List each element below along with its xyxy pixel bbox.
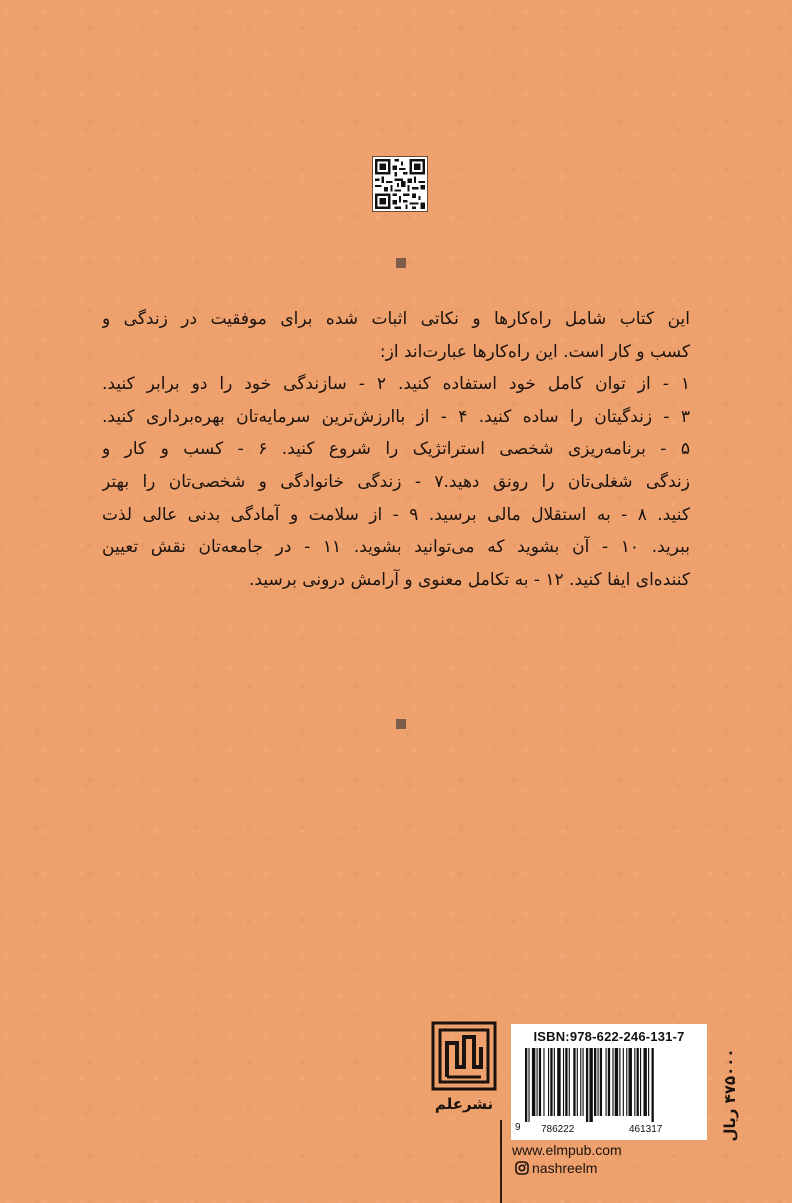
description-line: کننده‌ای ایفا کنید. ۱۲ - به تکامل معنوی و آرامش درونی برسید.	[249, 569, 690, 590]
social-handle-text: nashreelm	[532, 1160, 598, 1176]
barcode-left-digits: 786222	[541, 1124, 575, 1135]
qr-code-icon	[373, 157, 427, 211]
description-line: کسب و کار است. این راه‌کارها عبارت‌اند از:	[379, 341, 690, 362]
description-line: این کتاب شامل راه‌کارها و نکاتی اثبات شده برای موفقیت در زندگی و	[102, 309, 690, 329]
description-line: زندگی شغلی‌تان را رونق دهید.۷ - زندگی خانوادگی و شخصی‌تان را بهتر	[102, 471, 690, 492]
description-line: کنید. ۸ - به استقلال مالی برسید. ۹ - از سلامت و آمادگی بدنی عالی لذت	[102, 504, 690, 525]
barcode-icon	[525, 1048, 695, 1122]
instagram-icon	[515, 1161, 529, 1175]
nashr-elm-logo-icon	[431, 1021, 497, 1091]
section-divider-square	[396, 719, 406, 729]
description-line: ۳ - زندگیتان را ساده کنید. ۴ - از باارزش‌ترین سرمایه‌تان بهره‌برداری کنید.	[102, 406, 690, 427]
description-line: ۵ - برنامه‌ریزی شخصی استراتژیک را شروع کنید. ۶ - کسب و کار و	[102, 439, 690, 460]
publisher-name: نشرعلم	[434, 1095, 494, 1113]
barcode-bars	[525, 1048, 695, 1122]
description-line: ببرید. ۱۰ - آن بشوید که می‌توانید بشوید. ۱۱ - در جامعه‌تان نقش تعیین	[102, 537, 690, 558]
barcode-right-digits: 461317	[629, 1124, 663, 1135]
publisher-logo	[431, 1021, 497, 1091]
isbn-text: ISBN:978-622-246-131-7	[533, 1029, 685, 1044]
section-divider-square	[396, 258, 406, 268]
price-text: ۴۷۵۰۰۰ ریال	[721, 1048, 739, 1142]
barcode-label	[511, 1024, 707, 1140]
social-handle[interactable]	[515, 1160, 597, 1176]
price-label	[719, 1040, 741, 1150]
website-link[interactable]: www.elmpub.com	[512, 1142, 622, 1158]
vertical-divider	[500, 1120, 502, 1203]
qr-code	[372, 156, 428, 212]
barcode-lead-digit: 9	[515, 1122, 521, 1133]
description-text	[102, 303, 690, 596]
description-line: ۱ - از توان کامل خود استفاده کنید. ۲ - سازندگی خود را دو برابر کنید.	[102, 374, 690, 395]
